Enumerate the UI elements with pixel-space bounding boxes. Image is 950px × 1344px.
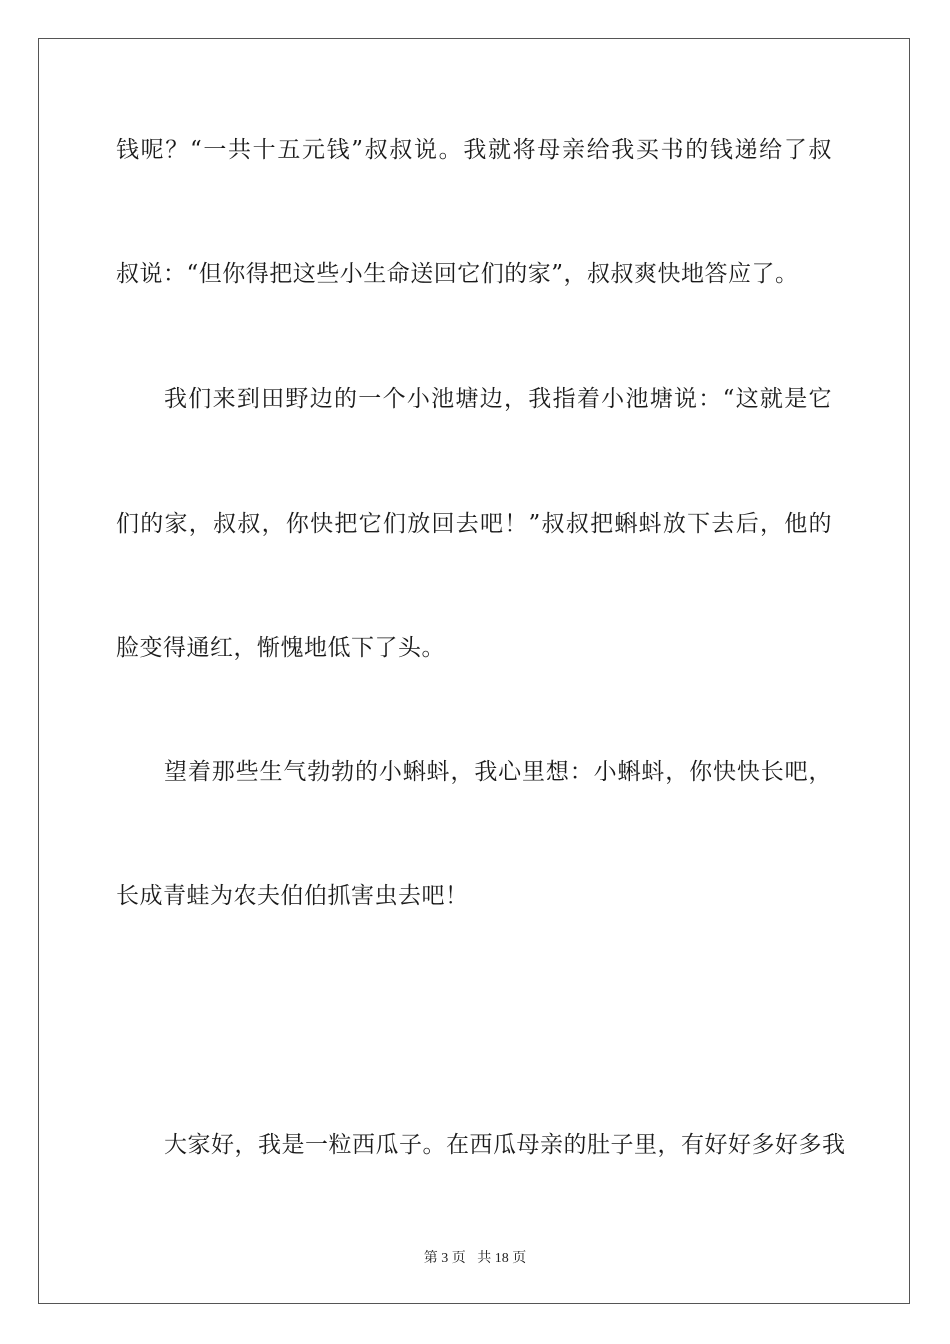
paragraph-line: 钱呢？“一共十五元钱”叔叔说。我就将母亲给我买书的钱递给了叔	[116, 137, 832, 163]
paragraph-line: 长成青蛙为农夫伯伯抓害虫去吧！	[116, 883, 469, 909]
page-footer	[0, 1247, 950, 1267]
paragraph-line: 叔说：“但你得把这些小生命送回它们的家”，叔叔爽快地答应了。	[116, 261, 799, 287]
page-number: 第 3 页	[423, 1251, 466, 1266]
page-border	[38, 38, 910, 1304]
page-total: 共 18 页	[477, 1251, 527, 1266]
paragraph-line: 脸变得通红，惭愧地低下了头。	[116, 635, 445, 661]
paragraph-line: 望着那些生气勃勃的小蝌蚪，我心里想：小蝌蚪，你快快长吧，	[164, 759, 832, 785]
paragraph-line: 们的家，叔叔，你快把它们放回去吧！”叔叔把蝌蚪放下去后，他的	[116, 511, 832, 537]
paragraph-line: 大家好，我是一粒西瓜子。在西瓜母亲的肚子里，有好好多好多我	[164, 1132, 846, 1158]
paragraph-line: 我们来到田野边的一个小池塘边，我指着小池塘说：“这就是它	[164, 386, 832, 412]
